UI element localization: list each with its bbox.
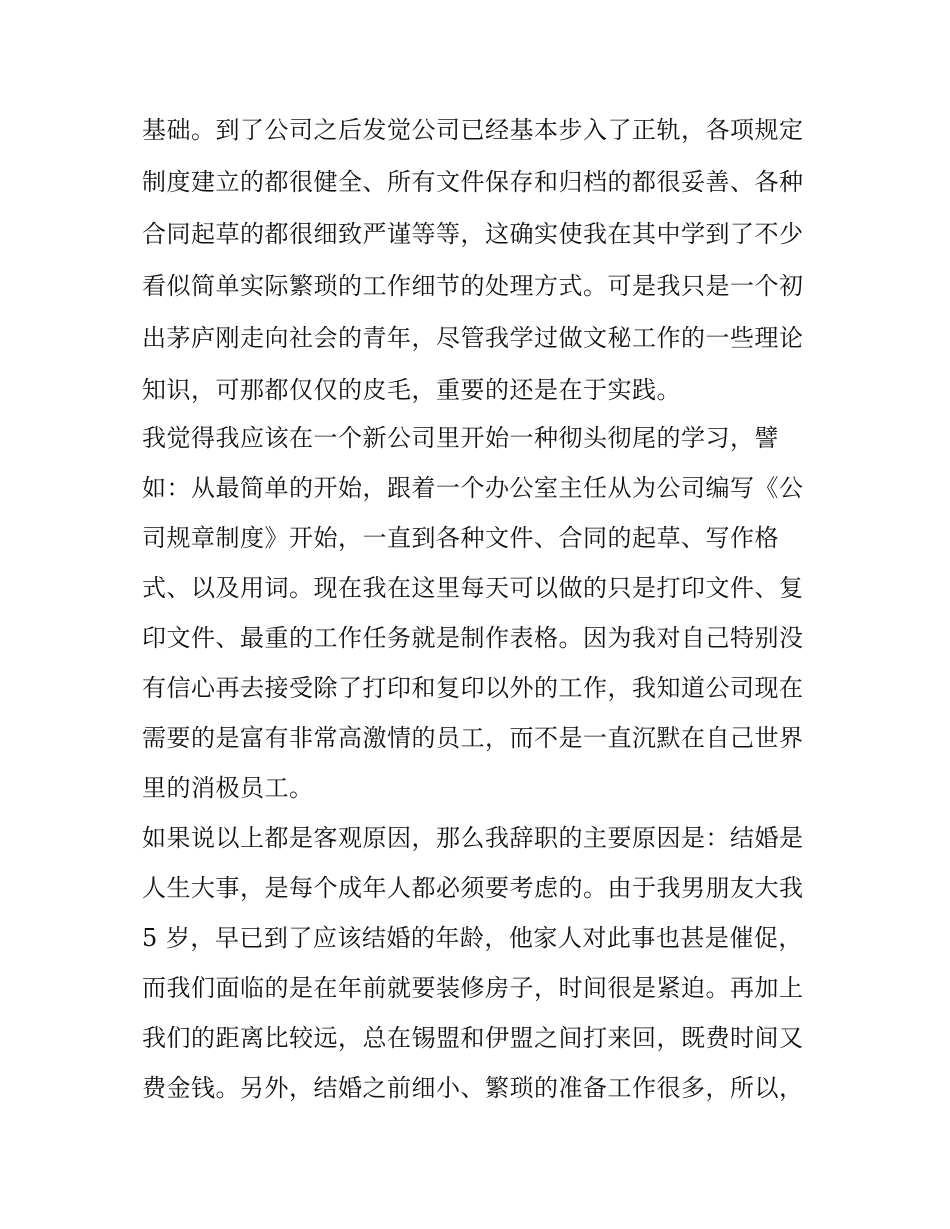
text-line: 人生大事，是每个成年人都必须要考虑的。由于我男朋友大我 (142, 874, 804, 902)
text-line: 知识，可那都仅仅的皮毛，重要的还是在于实践。 (142, 376, 681, 404)
text-line: 需要的是富有非常高激情的员工，而不是一直沉默在自己世界 (142, 724, 804, 752)
text-line: 合同起草的都很细致严谨等等，这确实使我在其中学到了不少 (142, 220, 804, 248)
text-line: 里的消极员工。 (142, 774, 314, 802)
text-line: 印文件、最重的工作任务就是制作表格。因为我对自己特别没 (142, 624, 804, 652)
text-line: 如：从最简单的开始，跟着一个办公室主任从为公司编写《公 (142, 474, 804, 502)
text-line: 我们的距离比较远，总在锡盟和伊盟之间打来回，既费时间又 (142, 1024, 804, 1052)
text-line: 基础。到了公司之后发觉公司已经基本步入了正轨，各项规定 (142, 116, 804, 144)
text-line: 制度建立的都很健全、所有文件保存和归档的都很妥善、各种 (142, 168, 804, 196)
text-line: 有信心再去接受除了打印和复印以外的工作，我知道公司现在 (142, 674, 804, 702)
text-line: 看似简单实际繁琐的工作细节的处理方式。可是我只是一个初 (142, 272, 804, 300)
text-line: 式、以及用词。现在我在这里每天可以做的只是打印文件、复 (142, 574, 804, 602)
text-line: 而我们面临的是在年前就要装修房子，时间很是紧迫。再加上 (142, 974, 804, 1002)
text-line: 如果说以上都是客观原因，那么我辞职的主要原因是：结婚是 (142, 824, 804, 852)
text-line: 出茅庐刚走向社会的青年，尽管我学过做文秘工作的一些理论 (142, 324, 804, 352)
text-line: 我觉得我应该在一个新公司里开始一种彻头彻尾的学习，譬 (142, 424, 779, 452)
text-line: 司规章制度》开始，一直到各种文件、合同的起草、写作格 (142, 524, 779, 552)
text-line: 费金钱。另外，结婚之前细小、繁琐的准备工作很多，所以， (142, 1074, 804, 1102)
text-line: 5 岁，早已到了应该结婚的年龄，他家人对此事也甚是催促， (142, 924, 803, 952)
